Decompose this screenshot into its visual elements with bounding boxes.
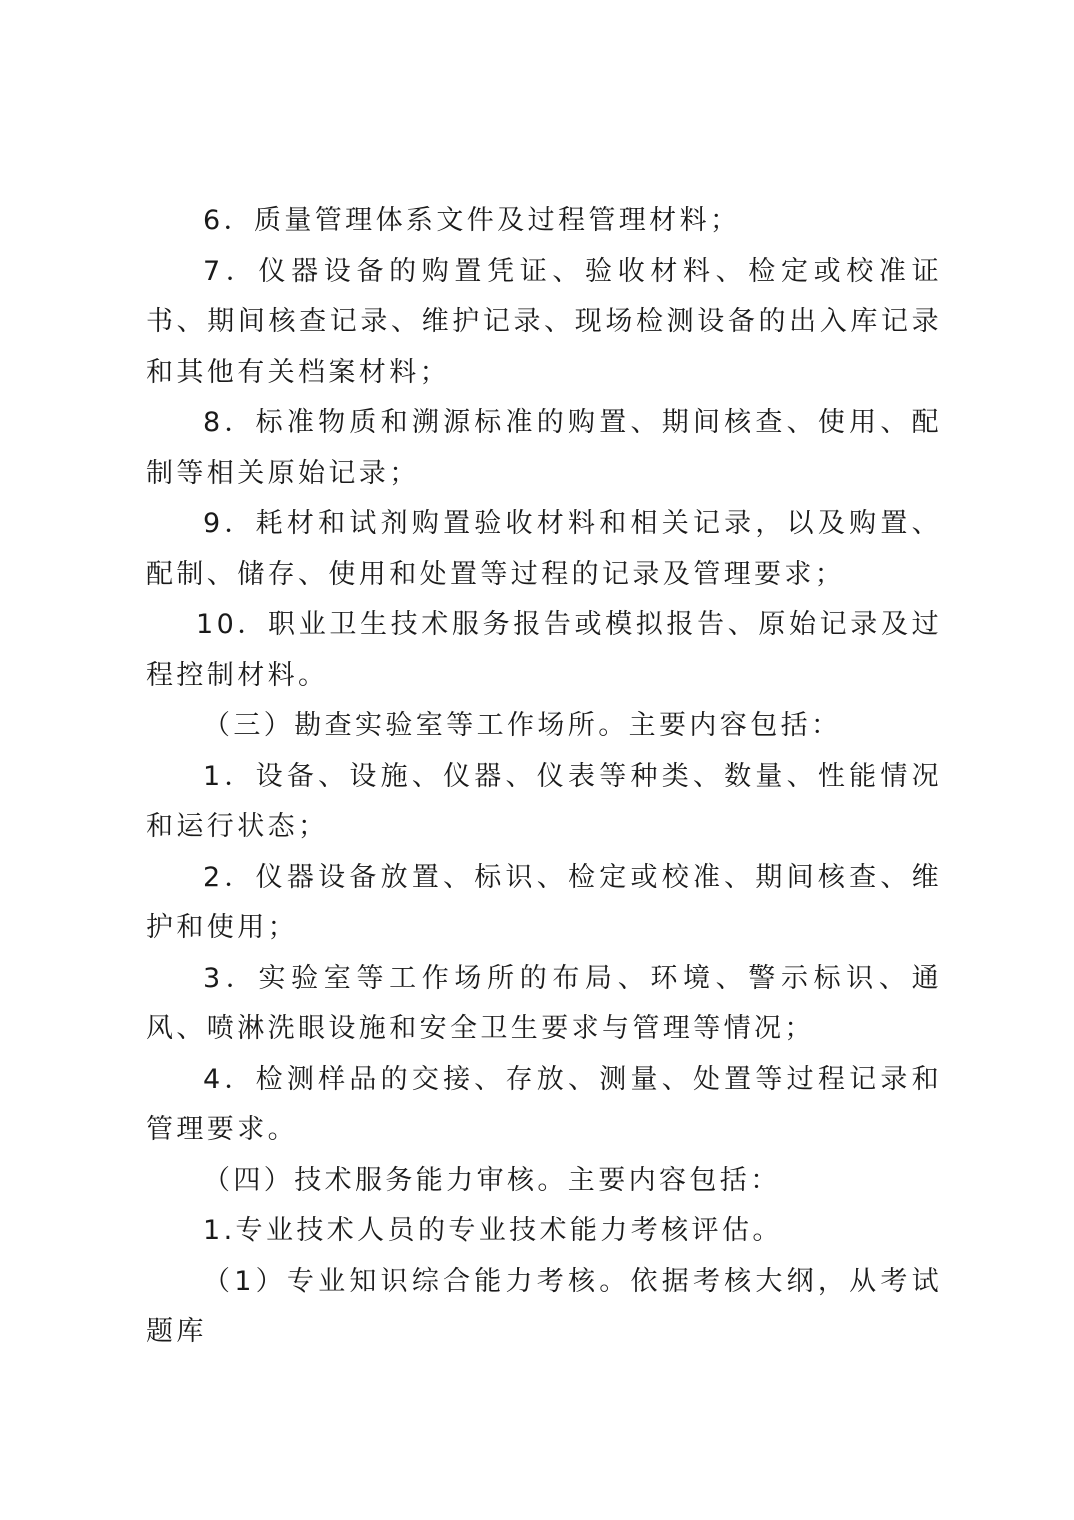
paragraph-item-8: 8．标准物质和溯源标准的购置、期间核查、使用、配制等相关原始记录； <box>146 407 942 489</box>
paragraph-assessment-1: 1.专业技术人员的专业技术能力考核评估。 <box>203 1215 783 1246</box>
paragraph-item-6: 6．质量管理体系文件及过程管理材料； <box>203 205 741 236</box>
paragraph-subitem-1: 1．设备、设施、仪器、仪表等种类、数量、性能情况和运行状态； <box>146 760 942 842</box>
section-heading-4: （四）技术服务能力审核。主要内容包括： <box>203 1164 781 1196</box>
paragraph-item-7: 7．仪器设备的购置凭证、验收材料、检定或校准证书、期间核查记录、维护记录、现场检测设备的出入库记录和其他有关档案材料； <box>146 255 942 388</box>
paragraph-subitem-3: 3．实验室等工作场所的布局、环境、警示标识、通风、喷淋洗眼设施和安全卫生要求与管理等情况； <box>146 962 942 1044</box>
paragraph-subitem-4: 4．检测样品的交接、存放、测量、处置等过程记录和管理要求。 <box>146 1063 942 1145</box>
section-heading-3: （三）勘查实验室等工作场所。主要内容包括： <box>203 710 842 741</box>
paragraph-subitem-2: 2．仪器设备放置、标识、检定或校准、期间核查、维护和使用； <box>146 861 942 943</box>
paragraph-item-9: 9．耗材和试剂购置验收材料和相关记录，以及购置、配制、储存、使用和处置等过程的记录及管理要求； <box>146 508 942 590</box>
paragraph-item-10: 10．职业卫生技术服务报告或模拟报告、原始记录及过程控制材料。 <box>146 609 942 691</box>
paragraph-assessment-1-1: （1）专业知识综合能力考核。依据考核大纲，从考试题库 <box>146 1265 942 1347</box>
document-body <box>146 196 942 1358</box>
